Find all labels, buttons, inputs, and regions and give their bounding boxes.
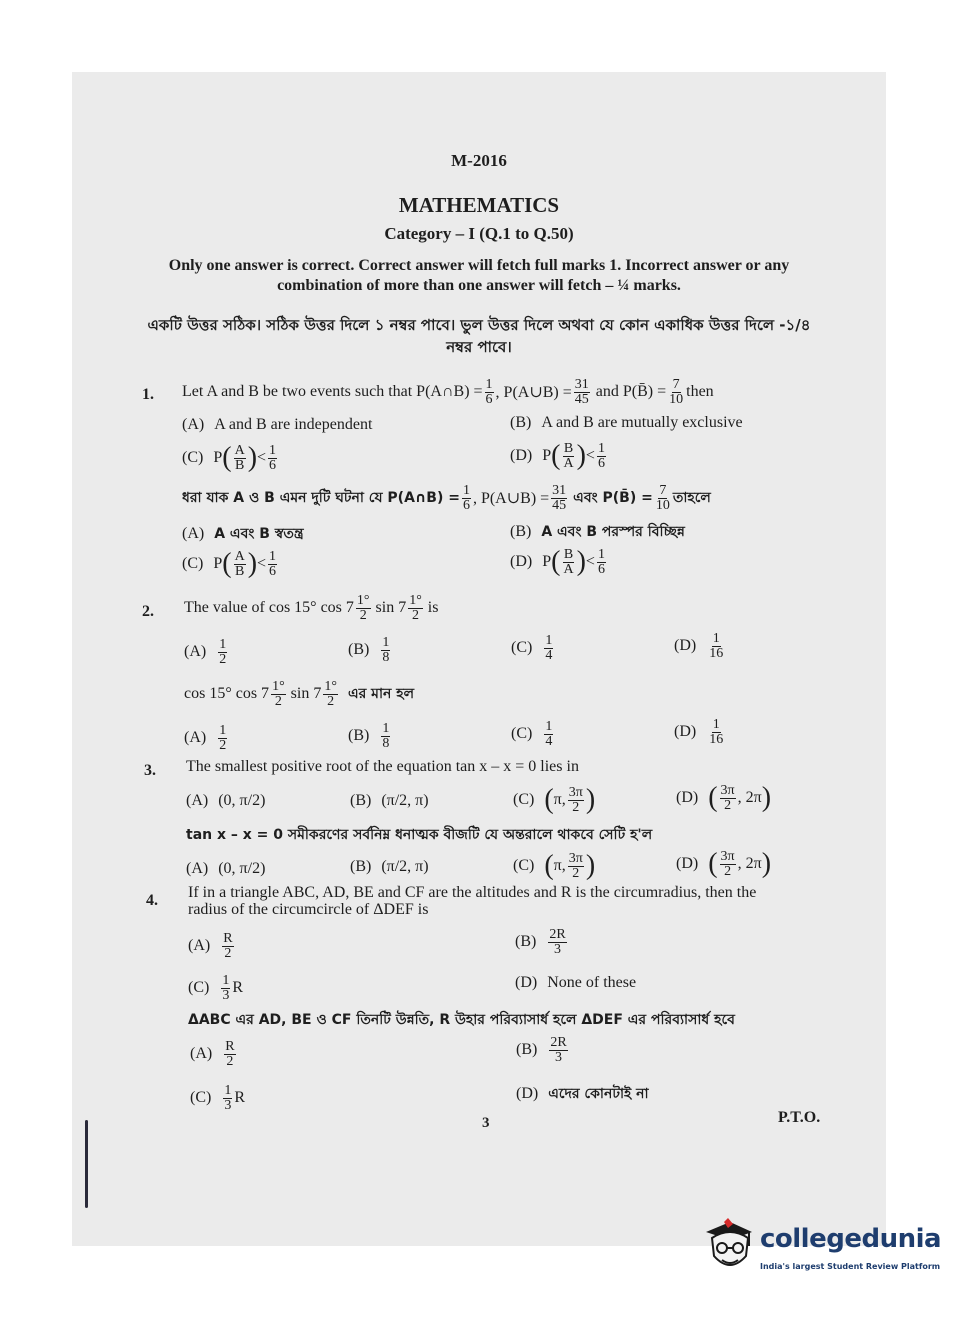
q1-stem-part: Let A and B be two events such that P(A∩B) = [182, 383, 483, 400]
less-than: < [257, 449, 267, 466]
q3-bn-option-b [350, 858, 429, 876]
option-frac [544, 720, 553, 749]
frac-den: 6 [597, 561, 605, 577]
option-label: (B) [348, 727, 370, 744]
option-text: (π/2, π) [381, 858, 429, 875]
option-frac [544, 634, 553, 663]
option-label: (A) [186, 860, 209, 877]
frac-num: 1 [219, 722, 227, 738]
frac-den: 4 [545, 647, 553, 663]
q4-stem [188, 884, 756, 918]
option-label: (C) [190, 1089, 212, 1106]
frac-num: 1 [462, 482, 470, 498]
page-number: 3 [482, 1115, 490, 1131]
frac-den: 3 [554, 941, 561, 957]
frac-num: 31 [574, 376, 589, 392]
frac-num: 7 [659, 482, 667, 498]
option-text: A এবং B স্বতন্ত্র [214, 526, 304, 542]
interval-end: , 2π [737, 855, 762, 872]
frac-den: 2 [224, 945, 232, 961]
q3-bn-option-a [186, 860, 265, 878]
frac-num: 1° [272, 678, 285, 694]
q4-option-a [188, 926, 236, 966]
option-label: (D) [676, 855, 699, 872]
instructions-en-line2: combination of more than one answer will fetch – ¼ marks. [277, 277, 681, 294]
option-frac [223, 1084, 232, 1113]
q1-bn-frac-union [551, 484, 567, 513]
q2-stem [184, 590, 438, 626]
q1-number: 1. [142, 386, 154, 403]
option-text: (0, π/2) [218, 860, 266, 877]
q1-bn-part: এবং P(B̄) = [573, 490, 653, 506]
q1-frac-union [574, 378, 590, 407]
frac-den: 2 [226, 1053, 234, 1069]
q2-bn-part: cos 15° cos 7 [184, 685, 270, 702]
frac-den: 2 [572, 865, 580, 881]
frac-num: 1 [222, 972, 230, 988]
option-suffix: R [232, 979, 243, 996]
q4-bn-option-d [516, 1082, 649, 1106]
frac-den: 8 [382, 649, 390, 665]
category-line: Category – I (Q.1 to Q.50) [384, 224, 574, 243]
option-label: (C) [513, 857, 535, 874]
instructions-bn-line2: নম্বর পাবে। [446, 338, 512, 356]
option-frac [218, 638, 227, 667]
option-frac [720, 850, 736, 879]
q3-stem-bn [186, 823, 652, 847]
less-than: < [585, 553, 595, 570]
q1-option-a [182, 416, 372, 434]
option-label: (B) [350, 858, 372, 875]
value-frac [268, 444, 277, 473]
q2-stem-bn [184, 676, 414, 712]
option-label: (C) [511, 639, 533, 656]
option-label: (C) [182, 555, 204, 572]
conditional-frac [562, 548, 574, 577]
option-label: (A) [184, 643, 207, 660]
frac-num: 2R [549, 926, 566, 942]
q1-bn-frac-complement [655, 484, 671, 513]
frac-den: 2 [724, 863, 732, 879]
option-label: (D) [674, 637, 697, 654]
q3-bn-text: tan x – x = 0 সমীকরণের সর্বনিম্ন ধনাত্মক বীজটি যে অন্তরালে থাকবে সেটি হ'ল [186, 827, 653, 843]
q2-deg-frac [323, 680, 338, 709]
q2-option-a [184, 632, 229, 672]
option-label: (C) [511, 725, 533, 742]
q2-option-b [348, 630, 392, 670]
option-frac [549, 1036, 567, 1065]
q2-stem-part: sin 7 [375, 599, 407, 616]
option-label: (B) [510, 523, 532, 540]
option-label: (D) [510, 447, 533, 464]
q1-option-d: (D) P ( $\frac{B}{A}$ ) < $\frac{1}{6}$ [510, 440, 605, 471]
q2-number: 2. [142, 603, 154, 620]
option-label: (B) [516, 1041, 538, 1058]
frac-num: R [223, 930, 233, 946]
option-frac [708, 632, 724, 661]
q1-bn-part: ধরা যাক A ও B এমন দুটি ঘটনা যে P(A∩B) = [182, 490, 460, 506]
frac-den: 3 [222, 987, 230, 1003]
q1-bn-option-c: (C) P ( $\frac{A}{B}$ ) < $\frac{1}{6}$ [182, 548, 277, 579]
q4-option-b [515, 922, 569, 962]
frac-num: 1 [545, 718, 553, 734]
option-text: A and B are independent [214, 416, 373, 433]
frac-den: B [234, 457, 245, 473]
q2-stem-part: is [427, 599, 439, 616]
option-frac [224, 1040, 235, 1069]
q2-option-d [674, 626, 726, 666]
frac-den: 6 [269, 457, 277, 473]
q3-stem: The smallest positive root of the equation tan x – x = 0 lies in [186, 758, 579, 775]
frac-num: 1 [545, 632, 553, 648]
option-frac [221, 974, 230, 1003]
frac-den: 3 [555, 1049, 562, 1065]
frac-den: B [234, 563, 245, 579]
q2-bn-part: sin 7 [290, 685, 322, 702]
interval-start: π, [553, 791, 566, 808]
frac-num: 3π [720, 848, 735, 864]
q4-stem-line2: radius of the circumcircle of ΔDEF is [188, 901, 429, 918]
option-label: (A) [184, 729, 207, 746]
frac-den: 2 [327, 693, 335, 709]
frac-num: A [234, 442, 245, 458]
frac-den: 45 [552, 497, 567, 513]
conditional-frac [562, 442, 574, 471]
option-label: (D) [515, 974, 538, 991]
q1-option-b [510, 414, 743, 432]
paper-code: M-2016 [451, 151, 507, 170]
frac-den: 10 [669, 391, 684, 407]
q3-number: 3. [144, 762, 156, 779]
q2-deg-frac [408, 594, 423, 623]
option-frac [568, 786, 584, 815]
watermark-brand: collegedunia [760, 1224, 942, 1254]
frac-num: 1 [712, 716, 720, 732]
option-label: (D) [516, 1085, 539, 1102]
option-frac [381, 722, 390, 751]
frac-den: 2 [572, 799, 580, 815]
q4-stem-bn [188, 1008, 735, 1032]
instructions-bn-line1: একটি উত্তর সঠিক। সঠিক উত্তর দিলে ১ নম্বর পাবে। ভুল উত্তর দিলে অথবা যে কোন একাধিক উত্তর দিলে -১/৪ [147, 316, 811, 334]
q2-stem-part: The value of cos 15° cos 7 [184, 599, 354, 616]
frac-den: 2 [274, 693, 282, 709]
q4-bn-option-a [190, 1034, 238, 1074]
option-text: (0, π/2) [218, 792, 266, 809]
conditional-frac [234, 444, 246, 473]
frac-den: 45 [574, 391, 589, 407]
q1-stem-bn [182, 480, 711, 516]
frac-den: 8 [382, 735, 390, 751]
option-label: (A) [188, 937, 211, 954]
frac-den: 6 [269, 563, 277, 579]
frac-den: 6 [597, 455, 605, 471]
q1-stem-part: and P(B̄) = [595, 383, 667, 400]
option-label: (C) [513, 791, 535, 808]
watermark-tagline: India's largest Student Review Platform [760, 1262, 941, 1271]
q3-option-c: (C) ( π, $\frac{3\pi}{2}$ ) [513, 784, 596, 815]
option-text: A এবং B পরস্পর বিচ্ছিন্ন [541, 524, 685, 540]
option-frac [708, 718, 724, 747]
q4-option-d [515, 974, 636, 992]
q4-stem-line1: If in a triangle ABC, AD, BE and CF are the altitudes and R is the circumradius, then the [188, 884, 757, 901]
option-label: (B) [348, 641, 370, 658]
option-text: None of these [547, 974, 637, 991]
margin-pen-mark [85, 1120, 88, 1208]
prob-symbol: P [542, 447, 552, 464]
frac-num: 1° [324, 678, 337, 694]
frac-num: 3π [568, 850, 583, 866]
frac-num: 1 [382, 634, 390, 650]
option-label: (C) [182, 449, 204, 466]
q1-bn-option-b [510, 520, 685, 544]
q3-option-d: (D) ( $\frac{3\pi}{2}$ , 2π ) [676, 782, 772, 813]
frac-den: 2 [724, 797, 732, 813]
frac-num: B [563, 440, 574, 456]
pto-label: P.T.O. [778, 1109, 821, 1126]
frac-num: 1 [269, 442, 277, 458]
frac-num: 3π [568, 784, 583, 800]
q1-option-c: (C) P ( $\frac{A}{B}$ ) < $\frac{1}{6}$ [182, 442, 277, 473]
subject-title: MATHEMATICS [398, 193, 560, 217]
frac-num: 31 [552, 482, 567, 498]
frac-num: B [563, 546, 574, 562]
instructions-en-line1: Only one answer is correct. Correct answer will fetch full marks 1. Incorrect answer or any [168, 257, 790, 274]
option-frac [381, 636, 390, 665]
frac-num: 1° [409, 592, 422, 608]
interval-end: , 2π [737, 789, 762, 806]
frac-num: 1 [224, 1082, 232, 1098]
q1-stem-part: then [686, 383, 714, 400]
frac-num: R [225, 1038, 235, 1054]
option-label: (B) [515, 933, 537, 950]
frac-den: 2 [219, 651, 227, 667]
q2-deg-frac [271, 680, 286, 709]
option-label: (D) [676, 789, 699, 806]
prob-symbol: P [213, 449, 223, 466]
option-label: (A) [182, 416, 205, 433]
frac-den: 6 [462, 497, 470, 513]
frac-den: 3 [224, 1097, 232, 1113]
value-frac [597, 548, 606, 577]
option-label: (A) [182, 525, 205, 542]
frac-den: 10 [655, 497, 670, 513]
less-than: < [257, 555, 267, 572]
frac-den: 6 [485, 391, 493, 407]
q1-bn-option-d: (D) P ( $\frac{B}{A}$ ) < $\frac{1}{6}$ [510, 546, 605, 577]
frac-num: 1 [597, 440, 605, 456]
frac-num: 1 [712, 630, 720, 646]
frac-num: 1° [356, 592, 370, 608]
q1-frac-intersection [485, 378, 494, 407]
q2-bn-option-b [348, 716, 392, 756]
q1-bn-part: তাহলে [672, 490, 711, 506]
q2-deg-frac [356, 594, 371, 623]
q3-bn-option-d: (D) ( $\frac{3\pi}{2}$ , 2π ) [676, 848, 772, 879]
q4-option-c [188, 968, 243, 1008]
q3-option-a [186, 792, 265, 810]
q1-bn-frac-intersection [462, 484, 471, 513]
option-label: (B) [350, 792, 372, 809]
option-text: (π/2, π) [381, 792, 429, 809]
frac-den: 2 [411, 607, 419, 623]
q2-bn-option-a [184, 718, 229, 758]
q2-bn-option-c [511, 714, 555, 754]
option-frac [218, 724, 227, 753]
interval-start: π, [553, 857, 566, 874]
option-frac [548, 928, 566, 957]
prob-symbol: P [542, 553, 552, 570]
q2-option-c [511, 628, 555, 668]
q2-bn-option-d [674, 712, 726, 752]
value-frac [268, 550, 277, 579]
conditional-frac [234, 550, 246, 579]
q3-bn-option-c: (C) ( π, $\frac{3\pi}{2}$ ) [513, 850, 596, 881]
q1-frac-complement [668, 378, 684, 407]
option-label: (B) [510, 414, 532, 431]
q1-bn-part: , P(A∪B) = [472, 490, 550, 507]
option-label: (D) [510, 553, 533, 570]
less-than: < [585, 447, 595, 464]
option-label: (C) [188, 979, 210, 996]
instructions-bn [130, 314, 828, 358]
frac-num: 1 [219, 636, 227, 652]
frac-den: 2 [359, 607, 367, 623]
option-frac [568, 852, 584, 881]
frac-num: 1 [269, 548, 277, 564]
q4-number: 4. [146, 892, 158, 909]
q1-stem-part: , P(A∪B) = [495, 384, 572, 401]
q2-bn-part: এর মান হল [347, 686, 415, 702]
frac-num: 3π [720, 782, 735, 798]
instructions-en [130, 256, 828, 296]
option-label: (D) [674, 723, 697, 740]
frac-den: 16 [709, 731, 724, 747]
frac-num: 1 [382, 720, 390, 736]
frac-num: 2R [550, 1034, 567, 1050]
q4-bn-option-b [516, 1030, 570, 1070]
value-frac [597, 442, 606, 471]
option-label: (A) [190, 1045, 213, 1062]
option-suffix: R [234, 1089, 245, 1106]
frac-den: 16 [709, 645, 724, 661]
frac-den: 4 [545, 733, 553, 749]
frac-num: 7 [672, 376, 680, 392]
q4-bn-option-c [190, 1078, 245, 1118]
frac-num: 1 [597, 546, 605, 562]
frac-den: 2 [219, 737, 227, 753]
option-text: A and B are mutually exclusive [541, 414, 743, 431]
frac-den: A [563, 561, 574, 577]
q1-bn-option-a [182, 522, 304, 546]
option-label: (A) [186, 792, 209, 809]
prob-symbol: P [213, 555, 223, 572]
frac-num: A [234, 548, 245, 564]
q1-stem [182, 374, 714, 410]
q4-bn-text: ΔABC এর AD, BE ও CF তিনটি উন্নতি, R উহার পরিব্যাসার্ধ হলে ΔDEF এর পরিব্যাসার্ধ হবে [188, 1012, 735, 1028]
q3-option-b [350, 792, 429, 810]
option-frac [222, 932, 233, 961]
frac-den: A [563, 455, 574, 471]
frac-num: 1 [485, 376, 493, 392]
option-text: এদের কোনটাই না [548, 1086, 649, 1102]
option-frac [720, 784, 736, 813]
